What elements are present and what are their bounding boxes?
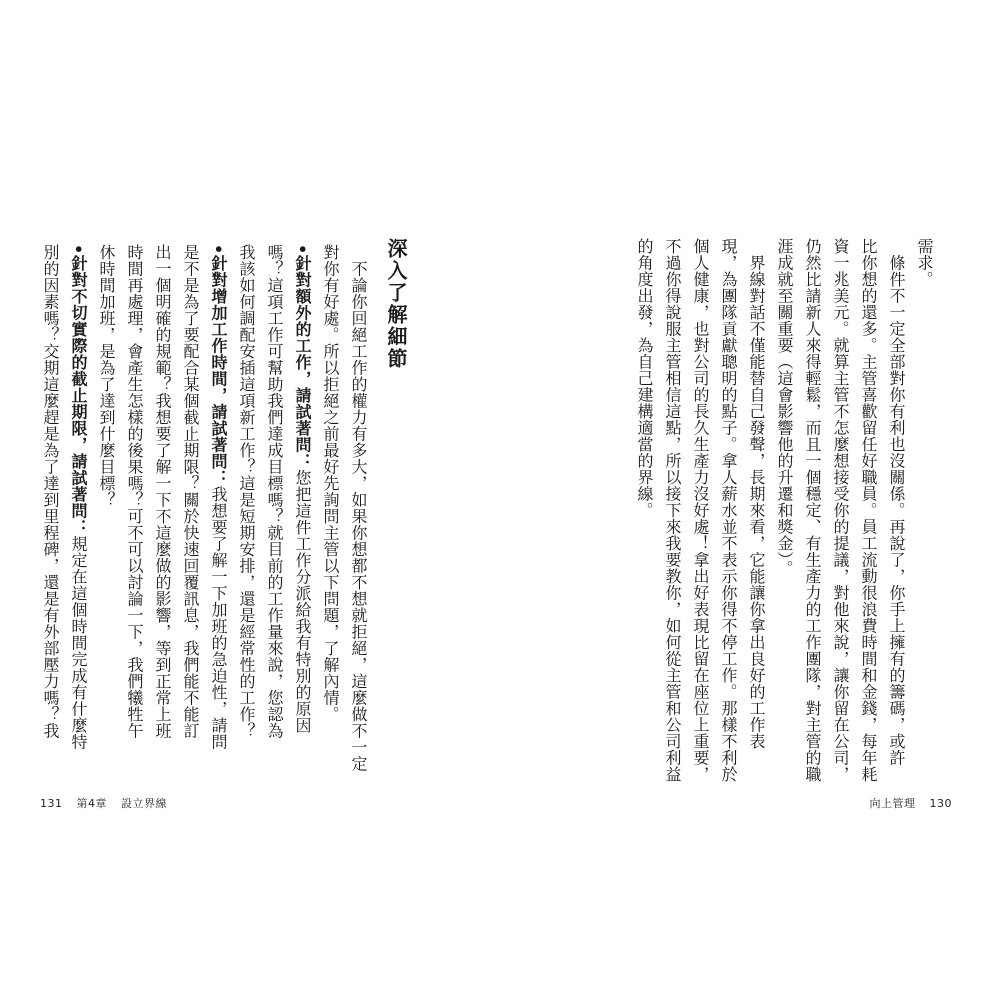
bullet-text: 我想要了解一下加班的急迫性，請問	[209, 485, 228, 750]
bullet-line: 出一個明確的規範？我想要了解一下不這麼做的影響，等到正常上班	[153, 244, 172, 739]
body-line: 資一兆美元。就算主管不怎麼想接受你的提議，對他來說，讓你留在公司，	[831, 238, 850, 783]
right-page-body	[630, 238, 938, 783]
body-line: 的角度出發，為自己建構適當的界線。	[635, 238, 654, 519]
folio-page-number: 131	[40, 797, 63, 810]
bullet-lead: •針對增加工作時間，請試著問：	[209, 244, 228, 486]
section-heading: 深入了解細節	[384, 238, 408, 370]
bullet-line: 休時間加班，是為了達到什麼目標？	[97, 244, 116, 508]
body-line: 比你想的還多。主管喜歡留任好職員。員工流動很浪費時間和金錢，每年耗	[859, 238, 878, 783]
bullet-item	[64, 244, 92, 750]
bullet-line: 別的因素嗎？交期這麼趕是為了達到里程碑，還是有外部壓力嗎？我	[41, 244, 60, 739]
body-line: 不過你得說服主管相信這點，所以接下來我要教你，如何從主管和公司利益	[663, 238, 682, 783]
body-line: 現，為團隊貢獻聰明的點子。拿人薪水並不表示你得不停工作。那樣不利於	[719, 238, 738, 783]
left-page-body	[36, 244, 372, 772]
bullet-line: 是不是為了要配合某個截止期限？關於快速回覆訊息，我們能不能訂	[181, 244, 200, 739]
folio-book-title: 向上管理	[869, 797, 916, 810]
bullet-item	[204, 244, 232, 750]
intro-line: 不論你回絕工作的權力有多大，如果你想都不想就拒絕，這麼做不一定	[349, 244, 368, 772]
bullet-line: 嗎？這項工作可幫助我們達成目標嗎？就目前的工作量來說，您認為	[265, 244, 284, 739]
folio-page-number: 130	[929, 797, 952, 810]
bullet-lead: •針對不切實際的截止期限，請試著問：	[69, 244, 88, 536]
bullet-lead: •針對額外的工作，請試著問：	[293, 244, 312, 470]
body-line: 涯成就至關重要（這會影響他的升遷和獎金）。	[775, 238, 794, 577]
intro-line: 對你有好處。所以拒絕之前最好先詢問主管以下問題，了解內情。	[321, 244, 340, 723]
bullet-line: 時間再處理，會產生怎樣的後果嗎？可不可以討論一下，我們犧牲午	[125, 244, 144, 739]
bullet-line: 我該如何調配安插這項新工作？這是短期安排，還是經常性的工作？	[237, 244, 256, 739]
folio-chapter-title: 設立界線	[121, 797, 167, 810]
folio-chapter: 第4章	[76, 797, 107, 810]
body-line: 個人健康，也對公司的長久生產力沒好處！拿出好表現比留在座位上重要，	[691, 238, 710, 783]
body-line: 條件不一定全部對你有利也沒關係。再說了，你手上擁有的籌碼，或許	[887, 238, 906, 766]
body-line: 仍然比請新人來得輕鬆，而且一個穩定、有生產力的工作團隊，對主管的職	[803, 238, 822, 783]
body-line: 需求。	[915, 238, 934, 288]
right-page	[500, 0, 1000, 1000]
body-line: 界線對話不僅能替自己發聲，長期來看，它能讓你拿出良好的工作表	[747, 238, 766, 750]
bullet-text: 規定在這個時間完成有什麼特	[69, 535, 88, 750]
right-page-folio	[856, 795, 953, 811]
bullet-item	[288, 244, 316, 734]
bullet-text: 您把這件工作分派給我有特別的原因	[293, 469, 312, 734]
left-page-folio	[40, 795, 181, 811]
